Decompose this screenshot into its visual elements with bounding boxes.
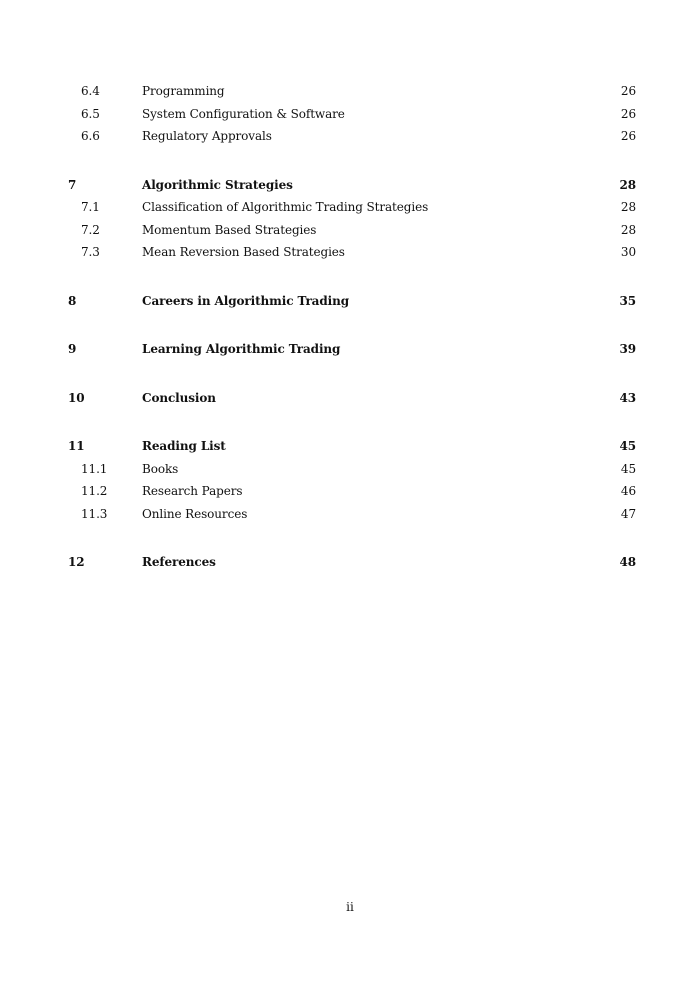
toc-entry-7-2[interactable] (68, 219, 636, 242)
toc-entry-title: Research Papers (142, 484, 243, 498)
toc-entry-page: 26 (620, 129, 636, 143)
toc-entry-title: Classification of Algorithmic Trading Strategies (142, 200, 429, 214)
table-of-contents (68, 80, 636, 574)
toc-entry-page: 28 (620, 222, 636, 237)
toc-entry-number: 11.1 (81, 461, 108, 476)
toc-chapter-number: 12 (68, 555, 85, 569)
toc-chapter-number: 8 (68, 293, 77, 308)
toc-chapter-page: 39 (619, 342, 636, 356)
toc-entry-page: 26 (620, 106, 636, 121)
toc-chapter-title: Reading List (142, 439, 226, 453)
toc-entry-6-5[interactable] (68, 103, 636, 126)
toc-entry-number: 11.2 (81, 484, 108, 498)
page-footer-number: ii (346, 900, 354, 914)
toc-chapter-title: Conclusion (142, 390, 216, 405)
toc-chapter-title: Careers in Algorithmic Trading (142, 293, 350, 308)
toc-entry-number: 11.3 (81, 506, 108, 521)
toc-entry-page: 30 (620, 245, 636, 259)
toc-chapter-title: Learning Algorithmic Trading (142, 342, 341, 356)
toc-chapter-9[interactable] (68, 338, 636, 361)
toc-chapter-12[interactable] (68, 551, 636, 574)
toc-chapter-page: 43 (619, 390, 636, 405)
toc-entry-6-4[interactable] (68, 80, 636, 103)
toc-chapter-7[interactable] (68, 174, 636, 197)
toc-entry-7-3[interactable] (68, 241, 636, 264)
toc-chapter-10[interactable] (68, 387, 636, 410)
toc-chapter-page: 48 (619, 555, 636, 569)
toc-entry-title: Momentum Based Strategies (142, 222, 317, 237)
toc-entry-title: Mean Reversion Based Strategies (142, 245, 345, 259)
toc-entry-page: 26 (620, 84, 636, 98)
toc-chapter-title: Algorithmic Strategies (142, 177, 293, 192)
toc-entry-title: System Configuration & Software (142, 106, 345, 121)
toc-chapter-number: 7 (68, 177, 77, 192)
toc-entry-number: 7.3 (81, 245, 100, 259)
toc-entry-page: 46 (620, 484, 636, 498)
toc-entry-11-1[interactable] (68, 458, 636, 481)
toc-chapter-number: 10 (68, 390, 85, 405)
toc-entry-7-1[interactable] (68, 196, 636, 219)
toc-entry-title: Online Resources (142, 506, 248, 521)
toc-chapter-number: 9 (68, 342, 77, 356)
toc-chapter-title: References (142, 555, 216, 569)
toc-entry-title: Programming (142, 84, 225, 98)
toc-chapter-11[interactable] (68, 435, 636, 458)
toc-entry-11-3[interactable] (68, 503, 636, 526)
toc-entry-page: 47 (620, 506, 636, 521)
toc-entry-page: 28 (620, 200, 636, 214)
toc-entry-title: Books (142, 461, 179, 476)
toc-entry-page: 45 (620, 461, 636, 476)
toc-entry-number: 6.5 (81, 106, 100, 121)
toc-entry-title: Regulatory Approvals (142, 129, 272, 143)
toc-entry-number: 6.6 (81, 129, 100, 143)
toc-chapter-8[interactable] (68, 290, 636, 313)
toc-entry-11-2[interactable] (68, 480, 636, 503)
toc-entry-number: 7.2 (81, 222, 100, 237)
toc-chapter-page: 35 (619, 293, 636, 308)
toc-chapter-number: 11 (68, 439, 85, 453)
toc-chapter-page: 45 (619, 439, 636, 453)
toc-chapter-page: 28 (619, 177, 636, 192)
toc-entry-6-6[interactable] (68, 125, 636, 148)
toc-entry-number: 7.1 (81, 200, 100, 214)
toc-entry-number: 6.4 (81, 84, 100, 98)
